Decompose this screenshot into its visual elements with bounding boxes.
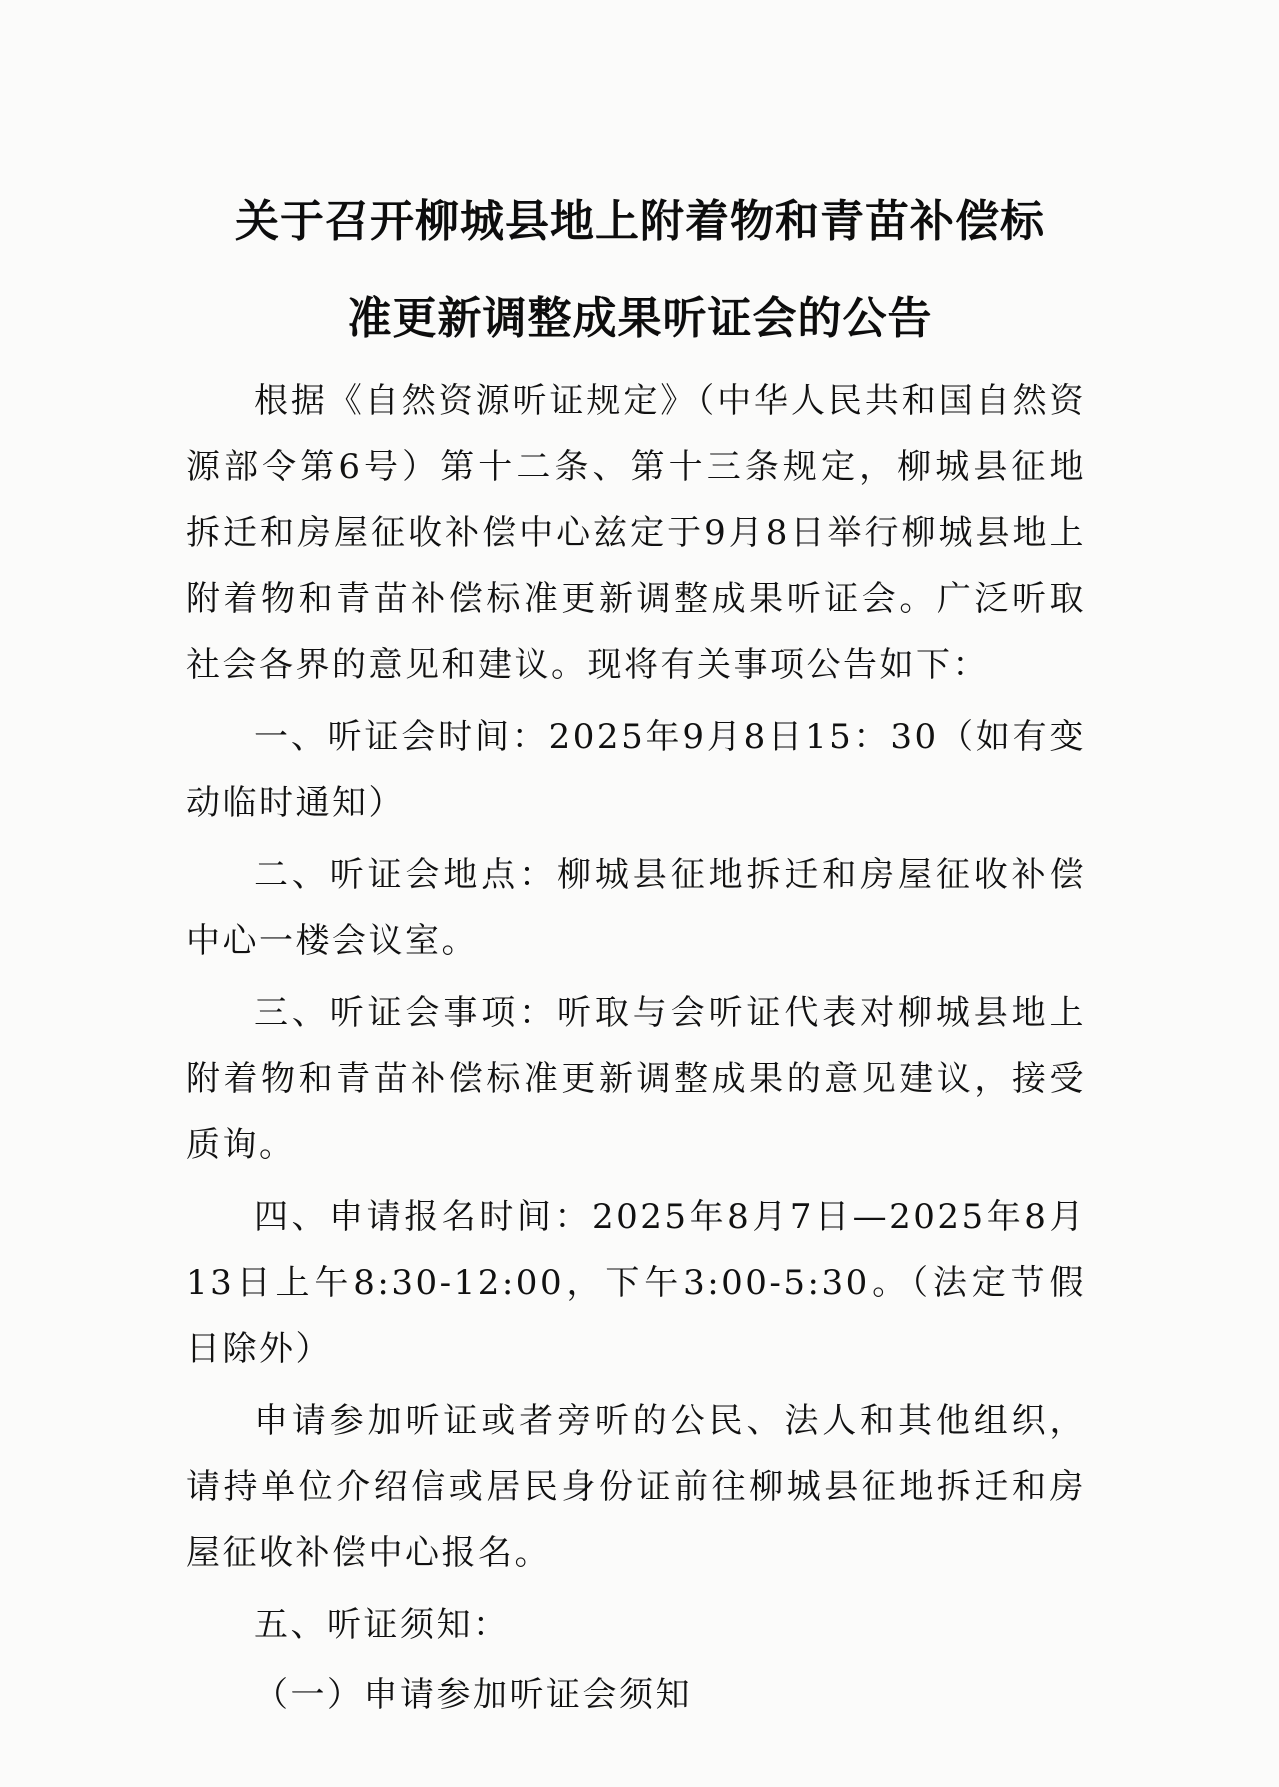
document-title-line-1: 关于召开柳城县地上附着物和青苗补偿标 [235,196,1045,247]
paragraph-intro: 根据《自然资源听证规定》（中华人民共和国自然资源部令第6号）第十二条、第十三条规定，柳城县征地拆迁和房屋征收补偿中心兹定于9月8日举行柳城县地上附着物和青苗补偿标准更新调整成果听证会。广泛听取社会各界的意见和建议。现将有关事项公告如下： [186,381,1086,685]
paragraph-hearing-notice: 五、听证须知： [254,1605,510,1645]
paragraph-registration-how: 申请参加听证或者旁听的公民、法人和其他组织，请持单位介绍信或居民身份证前往柳城县征地拆迁和房屋征收补偿中心报名。 [186,1401,1086,1573]
paragraph-registration-time: 四、申请报名时间：2025年8月7日—2025年8月13日上午8:30-12:00，下午3:00-5:30。（法定节假日除外） [186,1197,1086,1369]
document-body [186,368,1086,1728]
document-title-line-2: 准更新调整成果听证会的公告 [347,293,933,344]
paragraph-time: 一、听证会时间：2025年9月8日15：30（如有变动临时通知） [186,717,1086,823]
paragraph-location: 二、听证会地点：柳城县征地拆迁和房屋征收补偿中心一楼会议室。 [186,855,1086,961]
paragraph-application-notice: （一）申请参加听证会须知 [254,1675,692,1715]
paragraph-matters: 三、听证会事项：听取与会听证代表对柳城县地上附着物和青苗补偿标准更新调整成果的意见建议，接受质询。 [186,993,1086,1165]
